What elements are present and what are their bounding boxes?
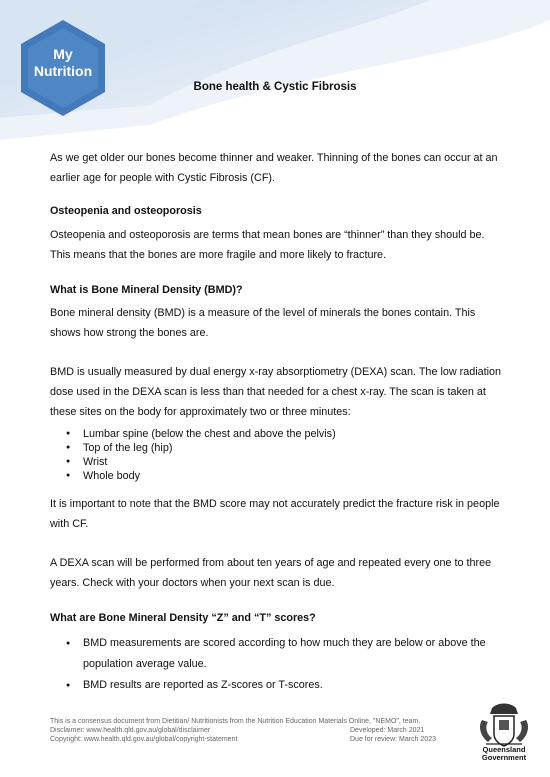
footer-disclaimer: Disclaimer: www.health.qld.gov.au/global/disclaimer: [50, 727, 211, 734]
dexa-paragraph: BMD is usually measured by dual energy x-ray absorptiometry (DEXA) scan. The low radiation dose used in the DEXA scan is less than that needed for a chest x-ray. The scan is taken at these sites on the body for approximately two or three minutes:: [50, 366, 502, 418]
scan-sites-list: [50, 427, 505, 483]
heading-scores: What are Bone Mineral Density “Z” and “T” scores?: [50, 612, 316, 624]
logo-line1: My: [53, 46, 73, 62]
list-item: ● BMD measurements are scored according to how much they are below or above the population average value.: [83, 633, 505, 675]
logo-line2: Nutrition: [33, 63, 93, 79]
osteopenia-paragraph: Osteopenia and osteoporosis are terms that mean bones are “thinner” than they should be. This means that the bones are more fragile and more likely to fracture.: [50, 229, 485, 261]
list-item: ● Lumbar spine (below the chest and above the pelvis): [83, 427, 505, 441]
heading-osteopenia: Osteopenia and osteoporosis: [50, 205, 202, 217]
list-item: ● BMD results are reported as Z-scores or T-scores.: [83, 675, 505, 696]
document-body: [50, 148, 505, 696]
fracture-risk-paragraph: It is important to note that the BMD score may not accurately predict the fracture risk in people with CF.: [50, 498, 500, 530]
govt-line1: Queensland: [482, 745, 526, 754]
govt-line2: Government: [481, 753, 527, 762]
footer-review: Due for review: March 2023: [350, 736, 436, 743]
scores-list: [50, 633, 505, 696]
list-item: ● Whole body: [83, 469, 505, 483]
bmd-paragraph: Bone mineral density (BMD) is a measure of the level of minerals the bones contain. This shows how strong the bones are.: [50, 307, 476, 339]
page-title: Bone health & Cystic Fibrosis: [193, 81, 357, 93]
list-item: ● Top of the leg (hip): [83, 441, 505, 455]
footer-copyright: Copyright: www.health.qld.gov.au/global/copyright-statement: [50, 736, 238, 743]
list-item: ● Wrist: [83, 455, 505, 469]
intro-paragraph: As we get older our bones become thinner and weaker. Thinning of the bones can occur at an earlier age for people with Cystic Fibrosis (CF).: [50, 152, 498, 184]
my-nutrition-logo: [28, 46, 98, 80]
heading-bmd: What is Bone Mineral Density (BMD)?: [50, 284, 243, 296]
queensland-government-wordmark: [466, 746, 542, 762]
footer: [50, 717, 450, 744]
dexa-schedule-paragraph: A DEXA scan will be performed from about ten years of age and repeated every one to three years. Check with your doctors when your next scan is due.: [50, 557, 492, 589]
footer-consensus: This is a consensus document from Dietitian/ Nutritionists from the Nutrition Education Materials Online, "NEMO", team.: [50, 718, 421, 725]
footer-developed: Developed: March 2021: [350, 727, 425, 734]
